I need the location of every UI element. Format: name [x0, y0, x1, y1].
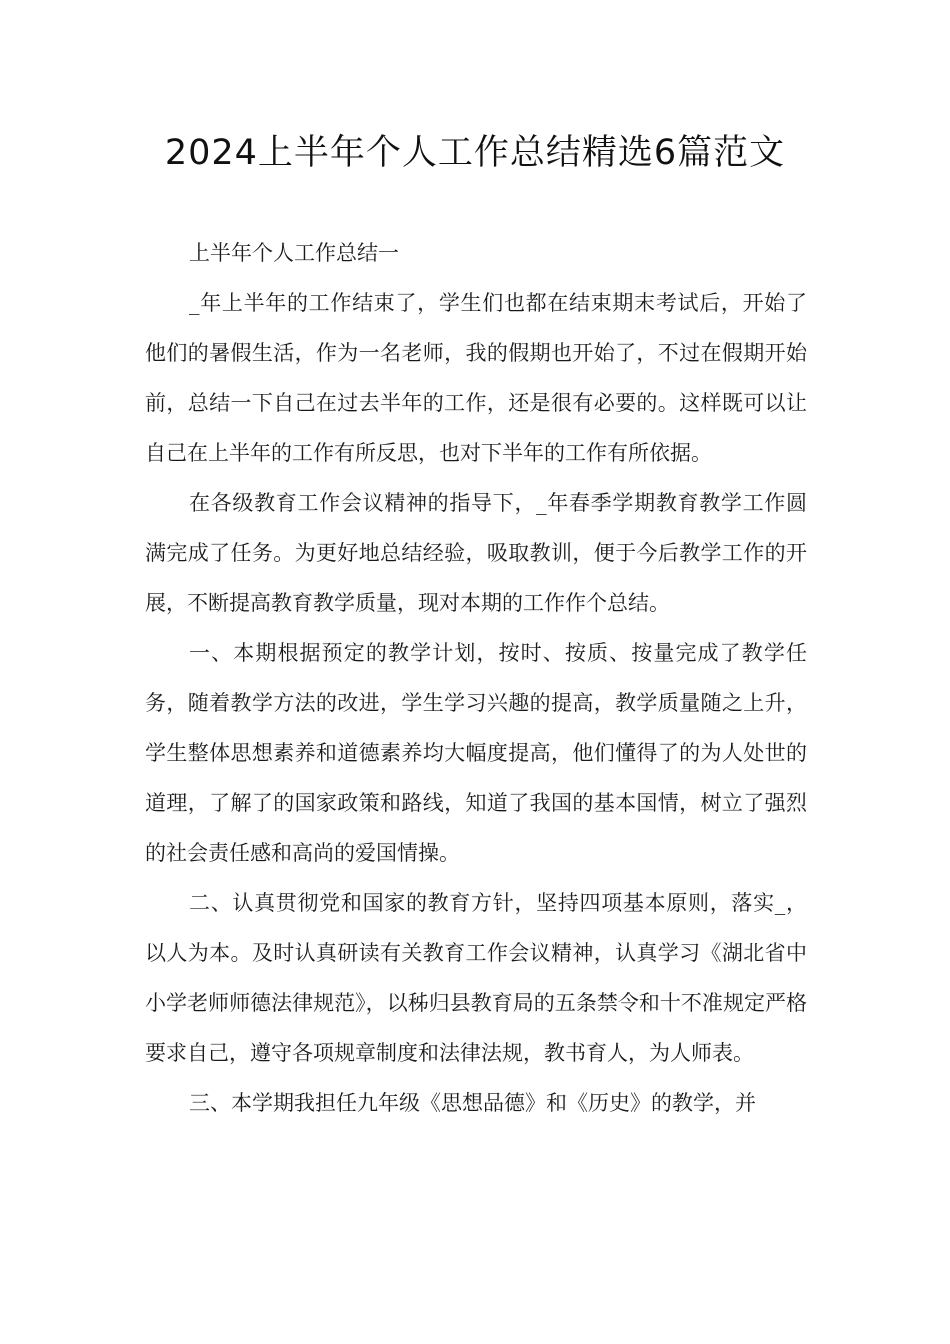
body-paragraph: _年上半年的工作结束了，学生们也都在结束期末考试后，开始了他们的暑假生活，作为一名老师，我的假期也开始了，不过在假期开始前，总结一下自己在过去半年的工作，还是很有必要的。这样既可以让自己在上半年的工作有所反思，也对下半年的工作有所依据。 [145, 291, 807, 465]
body-paragraph: 二、认真贯彻党和国家的教育方针，坚持四项基本原则，落实_，以人为本。及时认真研读有关教育工作会议精神，认真学习《湖北省中小学老师师德法律规范》，以秭归县教育局的五条禁令和十不准规定严格要求自己，遵守各项规章制度和法律法规，教书育人，为人师表。 [145, 891, 807, 1065]
body-paragraph: 在各级教育工作会议精神的指导下，_年春季学期教育教学工作圆满完成了任务。为更好地总结经验，吸取教训，便于今后教学工作的开展，不断提高教育教学质量，现对本期的工作作个总结。 [145, 491, 807, 615]
document-body [145, 228, 807, 1128]
document-title: 2024上半年个人工作总结精选6篇范文 [164, 133, 786, 173]
section-heading: 上半年个人工作总结一 [189, 241, 399, 265]
body-paragraph: 一、本期根据预定的教学计划，按时、按质、按量完成了教学任务，随着教学方法的改进，学生学习兴趣的提高，教学质量随之上升，学生整体思想素养和道德素养均大幅度提高，他们懂得了的为人处世的道理，了解了的国家政策和路线，知道了我国的基本国情，树立了强烈的社会责任感和高尚的爱国情操。 [145, 641, 807, 865]
body-paragraph: 三、本学期我担任九年级《思想品德》和《历史》的教学，并 [189, 1091, 756, 1115]
